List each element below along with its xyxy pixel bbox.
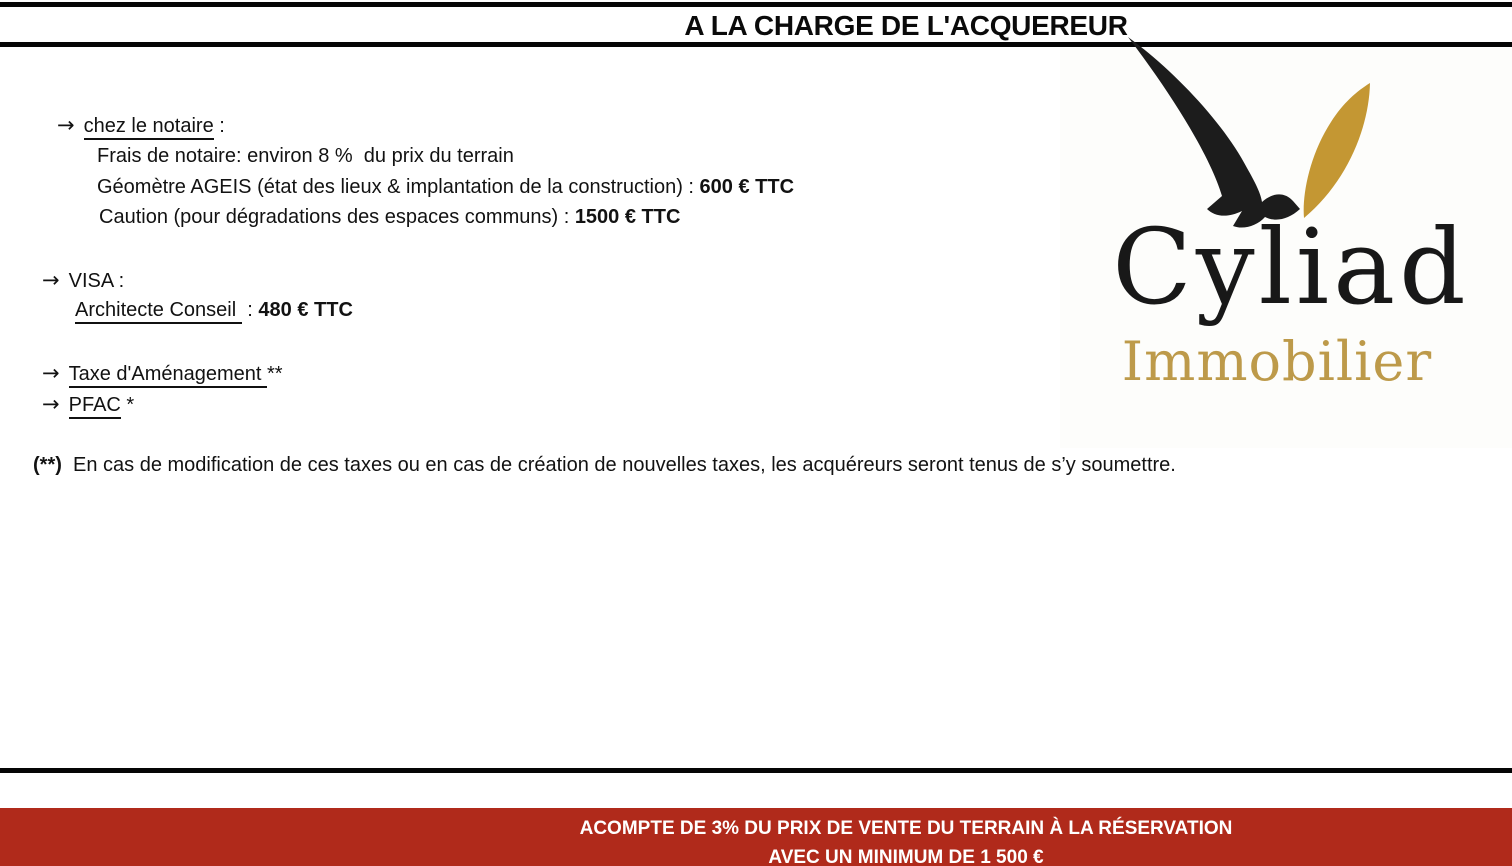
architecte-label: Architecte Conseil: [75, 299, 242, 324]
pfac-label: PFAC: [69, 394, 121, 419]
visa-heading: VISA :: [68, 270, 125, 292]
list-item-pfac: [42, 392, 134, 417]
notaire-heading: chez le notaire: [84, 115, 214, 140]
pfac-mark: *: [120, 394, 135, 416]
arrow-icon: →: [42, 268, 60, 292]
arrow-icon: →: [42, 361, 60, 385]
architecte-separator: :: [241, 299, 259, 321]
notaire-heading-colon: :: [213, 115, 225, 137]
list-item-taxe-amenagement: [42, 361, 283, 386]
notaire-frais-line: Frais de notaire: environ 8 % du prix du terrain: [97, 145, 514, 167]
geometre-price: 600 € TTC: [699, 176, 795, 198]
list-item-visa: [42, 268, 124, 293]
banner-minimum-line: AVEC UN MINIMUM DE 1 500 €: [768, 847, 1044, 866]
top-divider: [0, 2, 1512, 7]
caution-price: 1500 € TTC: [574, 206, 681, 228]
visa-architecte-line: [75, 299, 353, 322]
geometre-text: Géomètre AGEIS (état des lieux & implantation de la construction) :: [97, 176, 700, 198]
caution-text: Caution (pour dégradations des espaces communs) :: [99, 206, 575, 228]
notaire-caution-line: [99, 206, 680, 229]
bottom-divider: [0, 768, 1512, 773]
page-title: A LA CHARGE DE L'ACQUEREUR: [684, 10, 1128, 41]
architecte-price: 480 € TTC: [258, 299, 353, 321]
footnote-marker: (**): [33, 454, 62, 476]
taxes-footnote: [33, 454, 1176, 477]
footnote-text: En cas de modification de ces taxes ou en cas de création de nouvelles taxes, les acquéreurs seront tenus de s’y soumettre.: [61, 454, 1176, 476]
banner-acompte-line: ACOMPTE DE 3% DU PRIX DE VENTE DU TERRAIN À LA RÉSERVATION: [579, 818, 1233, 839]
arrow-icon: →: [42, 392, 60, 416]
brand-name: Cyliad: [1112, 206, 1470, 328]
bird-logo-icon: [1095, 30, 1395, 230]
list-item-notaire: [57, 113, 225, 138]
arrow-icon: →: [57, 113, 75, 137]
footer-banner: [0, 808, 1512, 866]
taxe-amenagement-mark: **: [267, 363, 283, 385]
taxe-amenagement-label: Taxe d'Aménagement: [69, 363, 267, 388]
brand-subtitle: Immobilier: [1121, 330, 1433, 393]
notaire-geometre-line: [97, 176, 794, 199]
